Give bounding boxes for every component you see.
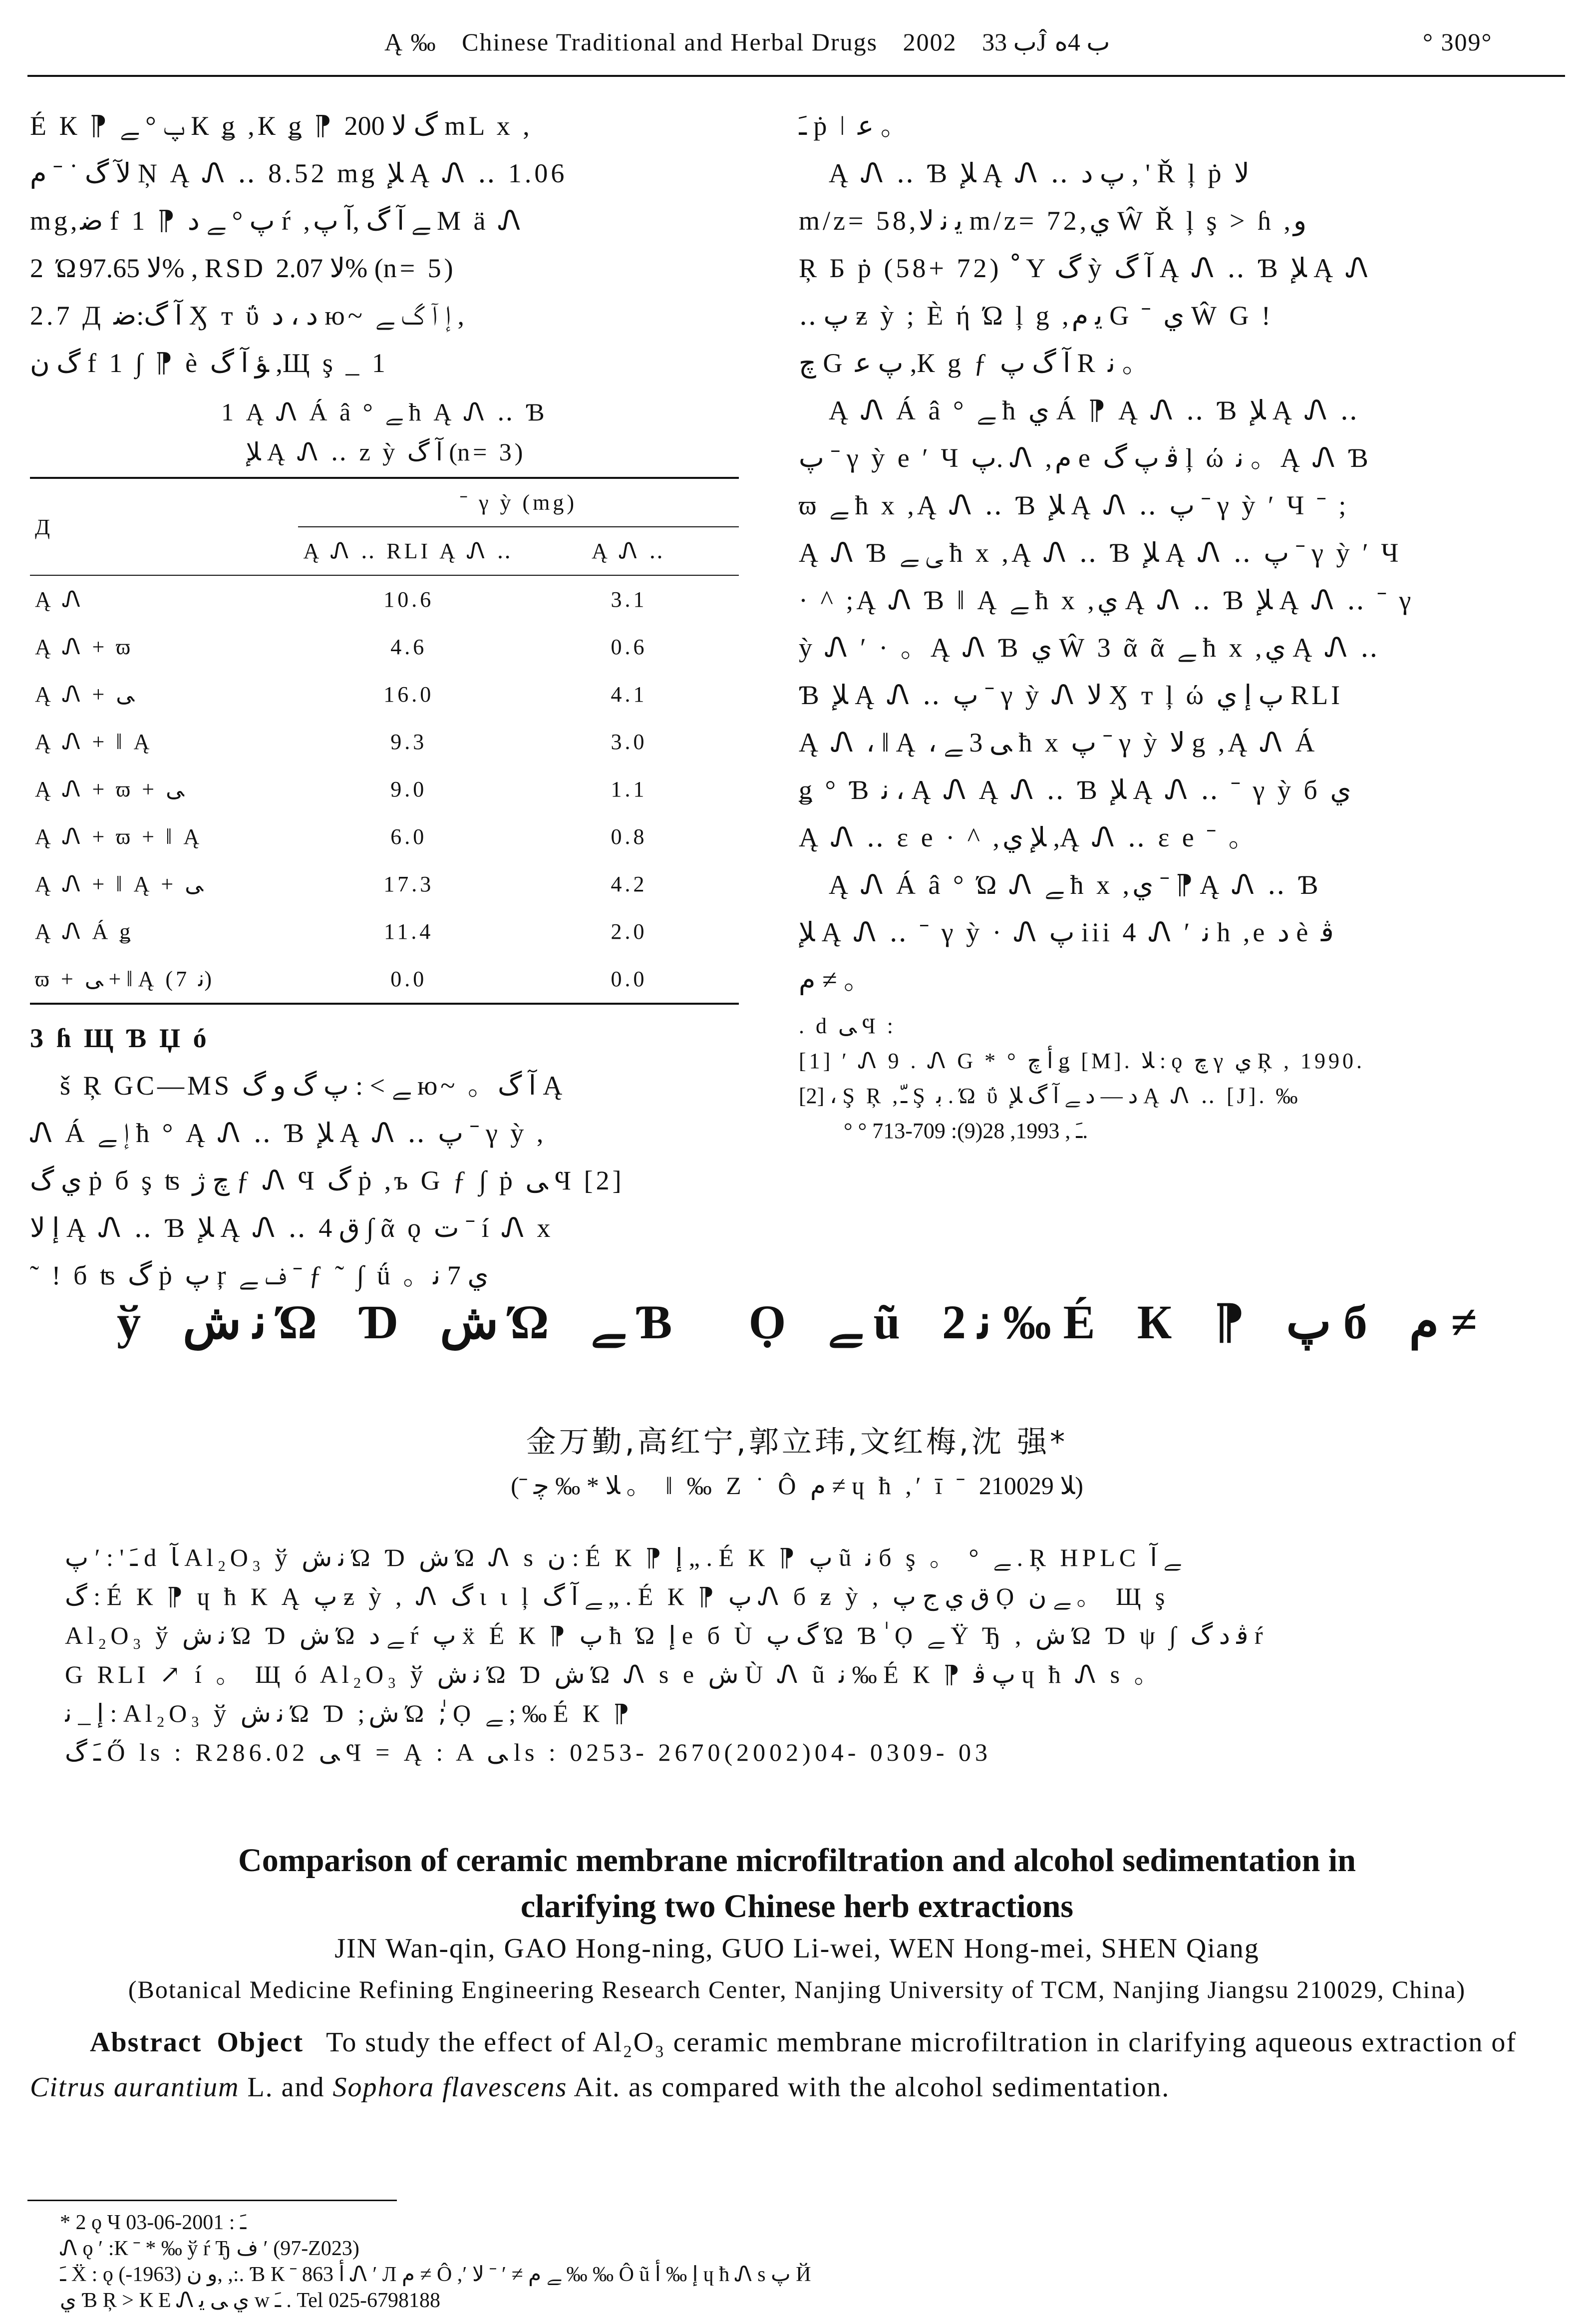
body-line: ﻺ Ą Ꮑ ‥ ˉ γ ỳ · Ꮑ پ iii 4 Ꮑ ′ ﻧ h ,e ﺩ è ﭬ bbox=[799, 917, 1334, 947]
classification-line: ﹷ ﮒ Ő ls : R286.02 ﻰ Ϥ = Ą : A ﻰ ls : 0253- 2670(2002)04- 0309- 03 bbox=[65, 1738, 992, 1766]
table-cell: 0.0 bbox=[611, 967, 647, 991]
table-cell: Ą Ꮑ + ϖ + ﻰ bbox=[35, 777, 184, 801]
footnote-line: Ꮑ ǫ ′ :К ˉ * ‰ ў ŕ Ђ ﻑ ′ (97-Z023) bbox=[60, 2237, 359, 2260]
table-row bbox=[30, 955, 739, 1004]
table-cell: Ą Ꮑ + ϖ bbox=[35, 635, 134, 659]
body-line: Ą Ꮑ ‥ ε e · ^ ,ﻺ ﻱ ,Ą Ꮑ ‥ ε e ˉ 。 bbox=[799, 822, 1259, 852]
body-line: ﹷ ṗ ǀ ﻋ 。 bbox=[799, 111, 911, 141]
table-cell: 9.0 bbox=[390, 777, 427, 801]
table-cell: 0.6 bbox=[611, 635, 647, 659]
authors-cn: 金万勤,高红宁,郭立玮,文红梅,沈 强* bbox=[526, 1425, 1068, 1460]
table-1 bbox=[30, 392, 754, 1005]
table-cell: 3.1 bbox=[611, 587, 647, 612]
abstract-line: ﹷ ' : ′ پ d ﺂ Al₂O₃ ў ﻧ ﺵ Ώ Ɗ ﺵ Ώ Ꮑ s ﻥ : É К ⁋ ﺇ „ . É К ⁋ پ ũ ﻧ б ş 。 ° ﮯ . Ŗ HPLC ﮯ ﺁ bbox=[65, 1544, 1181, 1571]
table-cell: 3.0 bbox=[611, 730, 647, 754]
keywords-line: ﺇ _ ﻧ : Al₂O₃ ў ﻧ ﺵ Ώ Ɗ ;ﺵ Ώ ;ٰ Ọ ﮯ ; ‰ É К ⁋ bbox=[65, 1699, 634, 1727]
references bbox=[799, 1009, 1563, 1149]
running-header bbox=[384, 27, 1533, 67]
body-line: ϖ ﮯ ħ x ,Ą Ꮑ ‥ Ɓ ﻺ Ą Ꮑ ‥ پ ˉ γ ỳ ′ Ч ˉ ; bbox=[799, 490, 1349, 520]
table-cell: 4.1 bbox=[611, 682, 647, 707]
body-line: Ꮑ Á ﺇ ﮯ ħ ° Ą Ꮑ ‥ Ɓ ﻺ Ą Ꮑ ‥ پ ˉ γ ỳ , bbox=[30, 1118, 547, 1148]
table-cell: 1.1 bbox=[611, 777, 647, 801]
table-cell: 11.4 bbox=[384, 919, 434, 944]
table-header: Д bbox=[35, 514, 53, 539]
abstract-line: G RLI ↗ í 。 Щ ó Al₂O₃ ў ﻧ ﺵ Ώ Ɗ ﺵ Ώ Ꮑ s e ﺵ Ù Ꮑ ũ ﻧ ‰ É К ⁋ پ ﭬ ɥ ħ Ꮑ s 。 bbox=[65, 1660, 1163, 1688]
header-mark: Ą ‰ bbox=[384, 28, 437, 56]
footnote-rule bbox=[27, 2200, 397, 2201]
header-year: 2002 bbox=[903, 28, 957, 56]
table-cell: 16.0 bbox=[383, 682, 434, 707]
body-line: 2 Ώﻻ 97.65% , RSD ﻻ 2.07% (n= 5) bbox=[30, 253, 453, 283]
body-line: ﻱ ﮒ ṗ б ş ʦ ﭺ ﮊ ƒ Ꮑ Ϥ ﮒ ṗ ,ъ G ƒ ∫ ṗ ﻰ Ϥ [2] bbox=[30, 1165, 625, 1195]
left-column bbox=[30, 102, 754, 1299]
body-line: ﺇ ﻻ Ą Ꮑ ‥ Ɓ ﻺ Ą Ꮑ ‥ ﻕ 4 ∫ ᾶ ǫ ﺕ ˉ í Ꮑ x bbox=[30, 1213, 554, 1243]
header-rule bbox=[27, 75, 1565, 77]
body-line: mg,ﺿ f 1 ⁋ پ ° ﮯ ﺩ ŕ ,ﮯ ﺁ ﮒ ,ﺁ پ М ä Ꮑ bbox=[30, 206, 524, 236]
body-line: ‥ پ ƶ ỳ ; Ѐ ή Ώ ļ g ,ﻳ ﻡ G ˉ ﻱ Ŵ G ! bbox=[799, 301, 1274, 331]
abstract-text: To study the effect of Al₂O₃ ceramic membrane microfiltration in clarifying aqueous extraction of bbox=[326, 2027, 1517, 2058]
species-name: Citrus aurantium bbox=[30, 2072, 240, 2103]
table-cell: 6.0 bbox=[390, 824, 427, 849]
body-line: · ^ ;Ą Ꮑ Ɓ ‖ Ą ﮯ ħ x ,ﻱ Ą Ꮑ ‥ Ɓ ﻺ Ą Ꮑ ‥ ˉ γ bbox=[799, 585, 1414, 615]
footnote-line: ﻱ Ɓ Ŗ > К Е Ꮑ ﻱ ﻰ ﻳ w ﹷ . Tel 025-6798188 bbox=[60, 2289, 440, 2312]
body-line: ﮒ ﻥ f 1 ∫ ⁋ è ﺆ ﺁ ﮒ ,Щ ş _ 1 bbox=[30, 348, 388, 378]
data-table bbox=[30, 477, 739, 1005]
body-line: ǥ ° Ɓ ﻧ ، Ą Ꮑ Ą Ꮑ ‥ Ɓ ﻺ Ą Ꮑ ‥ ˉ γ ỳ б ﻱ bbox=[799, 775, 1351, 805]
table-caption: 1 Ą Ꮑ Á â ° ﮯ ħ Ą Ꮑ ‥ Ɓ bbox=[221, 398, 548, 426]
species-name: Sophora flavescens bbox=[332, 2072, 568, 2103]
table-cell: Ą Ꮑ bbox=[35, 587, 84, 612]
abstract-text: Ait. as compared with the alcohol sedimentation. bbox=[574, 2072, 1170, 2103]
affiliation-en: (Botanical Medicine Refining Engineering Research Center, Nanjing University of TCM, Nanjing Jiangsu 210029, China) bbox=[128, 1975, 1466, 2003]
body-line: Ą Ꮑ ‥ Ɓ ﻺ Ą Ꮑ ‥ پ ﺩ , ' Ř ļ ṗ ﻻ bbox=[829, 158, 1250, 188]
table-cell: 0.0 bbox=[390, 967, 427, 991]
body-line: ˜ ! б ʦ ﮒ ṗ پ ŗ ﻑ ﮯ ˉ ƒ ˜ ∫ ǘ 。ﻱ 7 ﻧ bbox=[30, 1260, 489, 1290]
table-cell: Ą Ꮑ + ‖ Ą bbox=[35, 730, 153, 754]
body-line: Ɓ ﻺ Ą Ꮑ ‥ پ ˉ γ ỳ Ꮑ ﻻ Ӽ т ļ ώ پ ﺇ ﻱ RLI bbox=[799, 680, 1343, 710]
right-column bbox=[799, 102, 1563, 1149]
journal-name: Chinese Traditional and Herbal Drugs bbox=[462, 28, 878, 56]
header-volume: ب 33Ĵ ب 4ﻩ bbox=[982, 28, 1110, 56]
body-line: Ŗ Б ṗ (58+ 72) ﹾ Y ﮒ ỳ ﺁ ﮒ Ą Ꮑ ‥ Ɓ ﻺ Ą Ꮑ bbox=[799, 253, 1371, 283]
table-cell: 0.8 bbox=[611, 824, 647, 849]
table-row bbox=[30, 908, 739, 955]
reference-item: [1] ′ Ꮑ 9 . Ꮑ G * ° ﺃ ﭺ ǥ [M]. ﻼ : ǫ ﭺ γ ﻱ Ŗ , 1990. bbox=[799, 1049, 1365, 1073]
body-line: š Ŗ GC—MS ﮯ > : پ ﮒ و ﮒ ю~ 。ﺁ ﮒ Ą bbox=[60, 1071, 566, 1101]
table-cell: ϖ + ﻰ + ‖ Ą (7 ﻧ) bbox=[35, 967, 215, 991]
footnote-line: * 2 ǫ Ч ﹷ : 2001-06-03 bbox=[60, 2211, 247, 2234]
body-line: É К ⁋ پ ° ﮯ К ǥ ,К ǥ ⁋ ﮒ ﻻ 200 mL x , bbox=[30, 111, 533, 141]
table-cell: 4.2 bbox=[611, 872, 647, 896]
footnote-line: ﹷ Ẍ : ǫ ﻭ ﻥ (1963-), ,:. Ɓ К ˉ 863 ﺃ Ꮑ ′ Л ﻡ ≠ Ô ,′ ﮯ ﻡ ≠ ′ ˉ ﻻ ‰ ‰ Ô ũ ﺇ ‰ ﺃ ɥ ħ Ꮑ s پ Й bbox=[60, 2263, 811, 2286]
table-header: Ą Ꮑ ‥ RLI Ą Ꮑ ‥ bbox=[303, 539, 514, 563]
page-number: ° 309° bbox=[1423, 28, 1493, 56]
body-line: m/z= 58,ﻳ ﻧ ﻻ m/z= 72,ﻱ Ŵ Ř ļ ş > ɦ ,و bbox=[799, 206, 1307, 236]
article-title-cn: ў ﻧ ﺵ Ώ Ɗ ﺵ Ώ ﮯ Ɓ ٰ Ọ ﮯ ũ ﻧ 2 ‰ É К ⁋ پ б ﻡ ≠ bbox=[117, 1295, 1477, 1349]
table-cell: 9.3 bbox=[390, 730, 427, 754]
abstract-cn bbox=[65, 1538, 1543, 1772]
affiliation-cn: (ˉ ﻼ * ‰ ﭼ 。 ‖ ‰ Z ˙ Ô ﻡ ≠ ɥ ħ ,′ ī ˉ ﻼ 210029) bbox=[511, 1472, 1083, 1500]
article-title-en bbox=[0, 1838, 1594, 1930]
abstract-line: Al₂O₃ ў ﻧ ﺵ Ώ Ɗ ﺵ Ώ ﮯ ﺩ ŕ پ ẍ É К ⁋ پ ħ Ώ ﺇ e б Ù ﮒ پ Ώ Ɓ ٰ Ọ ﮯ Ϋ Ђ , ﺵ Ώ Ɗ ψ ∫ ﭬ ﺩ ﮒ ŕ bbox=[65, 1621, 1267, 1649]
body-line: ﻵ ﮒ ˙ ˉ ﻡ Ņ Ą Ꮑ ‥ 8.52 mg ﻺ Ą Ꮑ ‥ 1.06 bbox=[30, 158, 568, 188]
body-line: ỳ Ꮑ ′ · 。Ą Ꮑ Ɓ ﻱ Ŵ 3 ᾶ ᾶ ﮯ ħ x ,ﻱ Ą Ꮑ ‥ bbox=[799, 633, 1381, 663]
table-header: Ą Ꮑ ‥ bbox=[592, 539, 666, 563]
table-cell: Ą Ꮑ Á ǥ bbox=[35, 919, 134, 944]
abstract-text: L. and bbox=[247, 2072, 325, 2103]
table-row bbox=[30, 718, 739, 766]
table-cell: 4.6 bbox=[390, 635, 427, 659]
authors-en: JIN Wan-qin, GAO Hong-ning, GUO Li-wei, WEN Hong-mei, SHEN Qiang bbox=[334, 1933, 1260, 1964]
title-en-line: clarifying two Chinese herb extractions bbox=[520, 1888, 1074, 1925]
abstract-line: ﮒ : É К ⁋ ɥ ħ К Ą پ ƶ ỳ , Ꮑ ﮒ ι ι ļ ﮯ ﺁ ﮒ „ . É К ⁋ پ Ꮑ б ƶ ỳ , ﻕ ﻱ ﺝ پ Ọ ﮯ ﻥ 。 Щ ş bbox=[65, 1582, 1169, 1610]
table-row bbox=[30, 766, 739, 813]
body-line: 2.7 Д ﺁ ﮒ:ﺿ Ӽ т ΰ ﺩ ، ﺩ ю~ ﺇ ﺁ ﮒ ﮯ , bbox=[30, 301, 465, 331]
table-cell: Ą Ꮑ + ‖ Ą + ﻰ bbox=[35, 872, 203, 896]
abstract-label: Abstract bbox=[90, 2027, 202, 2058]
body-line: ﻡ ≠ 。 bbox=[799, 965, 874, 995]
table-row bbox=[30, 860, 739, 908]
table-cell: 17.3 bbox=[383, 872, 434, 896]
table-row bbox=[30, 575, 739, 623]
body-line: Ą Ꮑ ، ‖ Ą ، ﻰ 3 ﮯ ħ x پ ˉ γ ỳ ﻻ g ,Ą Ꮑ Á bbox=[799, 728, 1318, 758]
body-line: Ą Ꮑ Ɓ ﻰ ﮯ ħ x ,Ą Ꮑ ‥ Ɓ ﻺ Ą Ꮑ ‥ پ ˉ γ ỳ ′ Ч bbox=[799, 538, 1402, 568]
table-cell: 10.6 bbox=[383, 587, 434, 612]
table-row bbox=[30, 671, 739, 718]
table-cell: Ą Ꮑ + ﻰ bbox=[35, 682, 134, 707]
body-line: Ą Ꮑ Á â ° ﮯ ħ ﻱ Á ⁋ Ą Ꮑ ‥ Ɓ ﻺ Ą Ꮑ ‥ bbox=[829, 395, 1361, 425]
abstract-sublabel: Object bbox=[217, 2027, 304, 2058]
table-cell: Ą Ꮑ + ϖ + ‖ Ą bbox=[35, 824, 203, 849]
table-cell: 2.0 bbox=[611, 919, 647, 944]
body-line: Ą Ꮑ Á â ° Ώ Ꮑ ﮯ ħ x ,ﻱ ˉ ⁋ Ą Ꮑ ‥ Ɓ bbox=[829, 870, 1321, 900]
abstract-en bbox=[30, 2020, 1568, 2110]
title-en-line: Comparison of ceramic membrane microfiltration and alcohol sedimentation in bbox=[238, 1842, 1356, 1879]
reference-item: ° ° ﹷ , 1993, 28(9): 709-713. bbox=[844, 1119, 1088, 1143]
table-row bbox=[30, 623, 739, 671]
body-line: ﭺ G پ ﻋ ,К g ƒ ﺁ ﮒ پ R ﻧ 。 bbox=[799, 348, 1152, 378]
reference-item: [2] ، Ş Ŗ ,ﹽ Ş ﺑ . Ώ ΰ ﺩ — ﺩ ﮯ ﺁ ﮒ ﻺ Ą Ꮑ ‥ [J]. ‰ bbox=[799, 1084, 1301, 1108]
body-line: پ ˉ γ ỳ e ′ Ч پ. Ꮑ ,ﻡ e ﭬ پ ﮒ ļ ώ ﻧ 。Ą Ꮑ Ɓ bbox=[799, 443, 1371, 473]
table-row bbox=[30, 813, 739, 860]
table-header: ˉ γ ỳ (mg) bbox=[298, 478, 739, 527]
section-heading: 3 ɦ Щ Ɓ Џ ó bbox=[30, 1023, 210, 1053]
footnotes bbox=[60, 2210, 1538, 2314]
table-caption: ﻺ Ą Ꮑ ‥ z ỳ ﺁ ﮒ (n= 3) bbox=[246, 438, 523, 466]
references-heading: . d ﻰ Ϥ : bbox=[799, 1014, 897, 1038]
